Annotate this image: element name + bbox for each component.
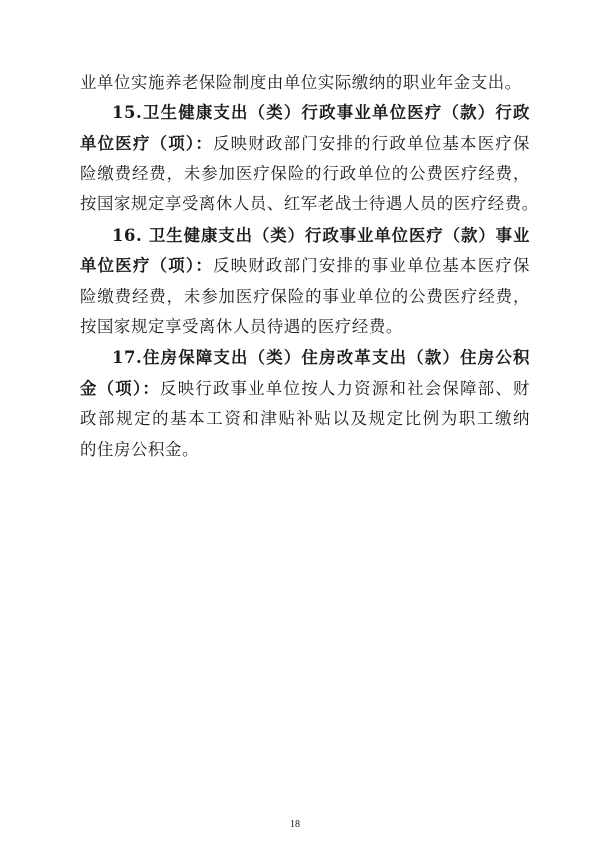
- line-bold-run: 单位医疗（项）：: [80, 134, 213, 153]
- text-line: [80, 372, 530, 406]
- text-line: [80, 310, 530, 344]
- line-text-run: 业单位实施养老保险制度由单位实际缴纳的职业年金支出。: [80, 73, 522, 92]
- line-text-run: 按国家规定享受离休人员待遇的医疗经费。: [80, 317, 403, 336]
- text-line: [80, 66, 530, 100]
- line-text-run: 险缴费经费，未参加医疗保险的行政单位的公费医疗经费，: [80, 164, 530, 183]
- line-text-run: 反映行政事业单位按人力资源和社会保障部、财: [160, 379, 530, 398]
- line-bold-run: 17.住房保障支出（类）住房改革支出（款）住房公积: [112, 348, 530, 367]
- text-line: [80, 127, 530, 161]
- line-bold-run: 金（项）：: [80, 379, 161, 398]
- item-16-heading: [112, 219, 530, 253]
- line-text-run: 反映财政部门安排的行政单位基本医疗保: [212, 134, 530, 153]
- line-text-run: 的住房公积金。: [80, 440, 199, 459]
- page-number: 18: [290, 819, 300, 830]
- line-text-run: 反映财政部门安排的事业单位基本医疗保: [212, 256, 530, 275]
- line-bold-run: 16. 卫生健康支出（类）行政事业单位医疗（款）事业: [112, 226, 530, 245]
- text-line: [80, 433, 530, 467]
- text-line: [80, 280, 530, 314]
- text-line: [80, 249, 530, 283]
- text-line: [80, 157, 530, 191]
- item-15-heading: [112, 96, 530, 130]
- text-line: [80, 187, 539, 221]
- line-text-run: 政部规定的基本工资和津贴补贴以及规定比例为职工缴纳: [80, 409, 530, 428]
- text-line: [80, 402, 530, 436]
- line-bold-run: 单位医疗（项）：: [80, 256, 213, 275]
- line-text-run: 险缴费经费，未参加医疗保险的事业单位的公费医疗经费，: [80, 287, 530, 306]
- item-17-heading: [112, 341, 530, 375]
- line-text-run: 按国家规定享受离休人员、红军老战士待遇人员的医疗经费。: [80, 194, 539, 213]
- line-bold-run: 15.卫生健康支出（类）行政事业单位医疗（款）行政: [112, 103, 530, 122]
